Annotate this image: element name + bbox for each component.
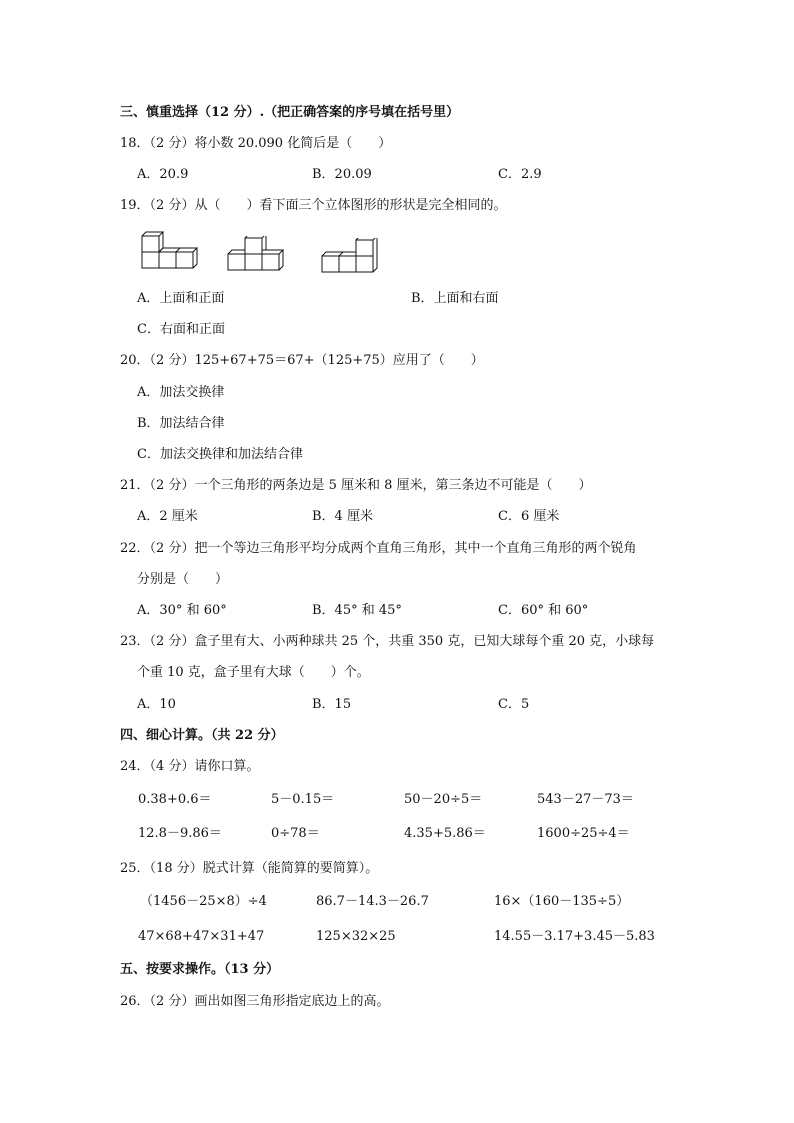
q25-item: 86.7－14.3－26.7 (316, 894, 429, 909)
q24-item: 12.8－9.86＝ (138, 826, 222, 841)
q18-option-c: C．2.9 (498, 167, 542, 182)
q24-item: 4.35+5.86＝ (404, 826, 486, 841)
section-4-heading: 四、细心计算。（共 22 分） (120, 728, 284, 743)
q20-stem: 20．（2 分）125+67+75＝67+（125+75）应用了（ ） (120, 353, 484, 368)
q22-option-b: B．45° 和 45° (312, 603, 402, 618)
q21-option-b: B．4 厘米 (312, 509, 373, 524)
q24-item: 5－0.15＝ (271, 792, 335, 807)
q25-item: （1456－25×8）÷4 (140, 894, 267, 909)
q25-stem: 25．（18 分）脱式计算（能简算的要简算）。 (120, 861, 379, 876)
q24-item: 0÷78＝ (271, 826, 320, 841)
section-5-heading: 五、按要求操作。（13 分） (120, 962, 280, 977)
q19-stem: 19．（2 分）从（ ）看下面三个立体图形的形状是完全相同的。 (120, 198, 507, 213)
q23-option-a: A．10 (137, 697, 176, 712)
q20-option-a: A．加法交换律 (137, 385, 225, 400)
q24-item: 0.38+0.6＝ (138, 792, 212, 807)
cube-figure-3 (320, 238, 380, 276)
q18-stem: 18．（2 分）将小数 20.090 化简后是（ ） (120, 136, 392, 151)
q22-stem-line2: 分别是（ ） (137, 572, 229, 587)
q23-stem-line2: 个重 10 克，盒子里有大球（ ）个。 (137, 665, 370, 680)
q20-option-b: B．加法结合律 (137, 416, 225, 431)
q25-item: 125×32×25 (316, 929, 396, 944)
q24-item: 543－27－73＝ (537, 792, 634, 807)
q24-item: 1600÷25÷4＝ (537, 826, 630, 841)
q24-item: 50－20÷5＝ (404, 792, 483, 807)
q21-option-a: A．2 厘米 (137, 509, 198, 524)
q19-option-a: A．上面和正面 (137, 291, 225, 306)
q23-stem-line1: 23．（2 分）盒子里有大、小两种球共 25 个，共重 350 克，已知大球每个重 20 克，小球每 (120, 634, 655, 649)
q25-item: 47×68+47×31+47 (138, 929, 265, 944)
q25-item: 16×（160－135÷5） (494, 894, 630, 909)
cube-figure-2 (226, 236, 286, 274)
q18-option-a: A．20.9 (137, 167, 189, 182)
q19-option-b: B．上面和右面 (411, 291, 499, 306)
q23-option-b: B．15 (312, 697, 352, 712)
section-3-heading: 三、慎重选择（12 分）.（把正确答案的序号填在括号里） (120, 105, 460, 120)
q21-option-c: C．6 厘米 (498, 509, 560, 524)
q26-stem: 26．（2 分）画出如图三角形指定底边上的高。 (120, 994, 390, 1009)
q24-stem: 24．（4 分）请你口算。 (120, 759, 260, 774)
q21-stem: 21．（2 分）一个三角形的两条边是 5 厘米和 8 厘米，第三条边不可能是（ ） (120, 478, 592, 493)
q25-item: 14.55－3.17+3.45－5.83 (494, 929, 655, 944)
q22-option-a: A．30° 和 60° (137, 603, 227, 618)
cube-figure-1 (138, 228, 200, 272)
q22-option-c: C．60° 和 60° (498, 603, 589, 618)
q20-option-c: C．加法交换律和加法结合律 (137, 447, 303, 462)
q23-option-c: C．5 (498, 697, 530, 712)
q19-option-c: C．右面和正面 (137, 322, 225, 337)
q22-stem-line1: 22．（2 分）把一个等边三角形平均分成两个直角三角形，其中一个直角三角形的两个锐角 (120, 541, 637, 556)
q18-option-b: B．20.09 (312, 167, 372, 182)
